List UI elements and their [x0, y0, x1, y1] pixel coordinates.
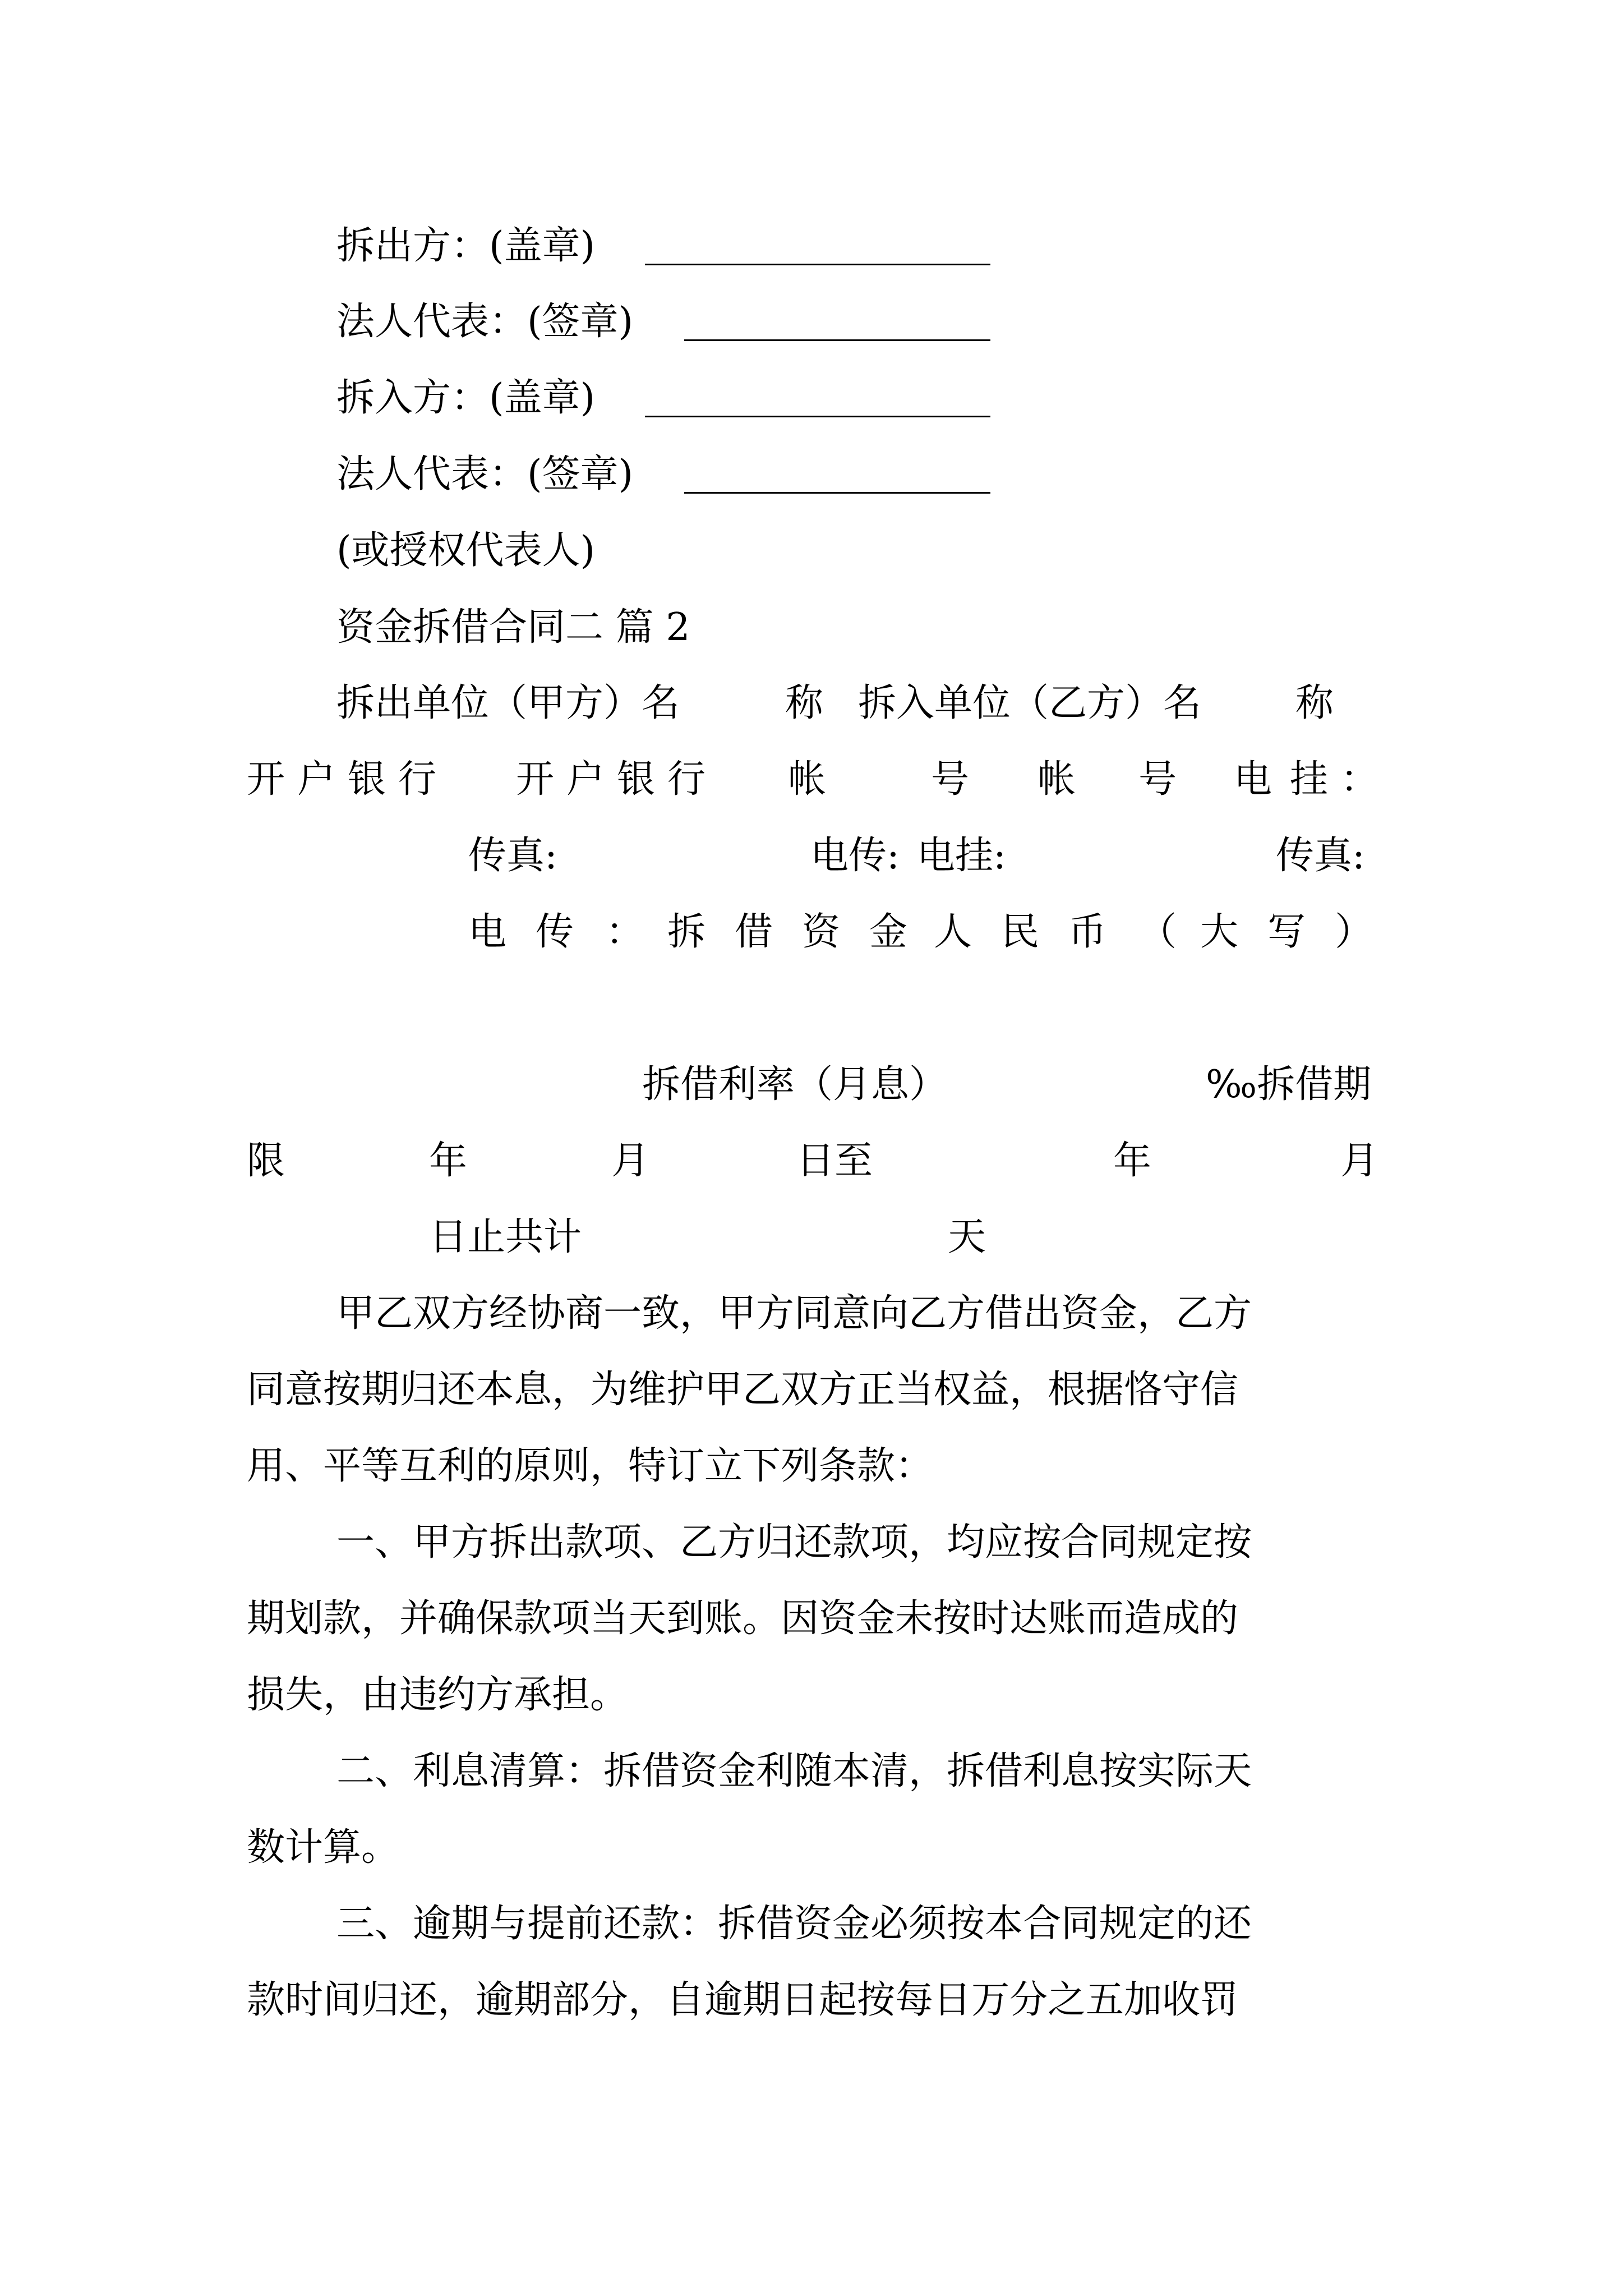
form-label: 日止共计: [429, 1215, 582, 1259]
form-char: 号: [931, 757, 970, 802]
paragraph-line: 数计算。: [247, 1825, 400, 1870]
form-char: 开: [247, 757, 285, 802]
form-char: 银: [348, 757, 386, 802]
signature-line-lender-rep: 法人代表：(签章): [336, 300, 634, 344]
signature-blank: [645, 416, 990, 417]
paragraph-line: 三、逾期与提前还款：拆借资金必须按本合同规定的还: [336, 1902, 1252, 1946]
authorized-note: (或授权代表人): [336, 528, 596, 573]
form-char: 年: [429, 1139, 468, 1183]
form-char: 年: [1113, 1139, 1152, 1183]
form-char: ：: [606, 910, 644, 954]
form-char: 金: [869, 910, 908, 954]
form-label: 拆借利率（月息）: [642, 1062, 948, 1107]
form-label: 拆出单位（甲方）名: [336, 681, 680, 725]
form-char: 月: [611, 1139, 650, 1183]
paragraph-line: 期划款，并确保款项当天到账。因资金未按时达账而造成的: [247, 1596, 1239, 1641]
form-char: 挂: [1290, 757, 1329, 802]
paragraph-line: 用、平等互利的原则，特订立下列条款：: [247, 1444, 934, 1488]
form-char: 拆: [667, 910, 706, 954]
paragraph-line: 甲乙双方经协商一致，甲方同意向乙方借出资金，乙方: [336, 1291, 1252, 1336]
signature-blank: [645, 264, 990, 265]
form-char: 电: [468, 910, 507, 954]
signature-blank: [684, 339, 990, 341]
form-char: 电: [1234, 757, 1272, 802]
form-char: 大: [1200, 910, 1239, 954]
form-char: 月: [1340, 1139, 1379, 1183]
signature-line-lender: 拆出方：(盖章): [336, 224, 596, 268]
form-char: 日至: [796, 1139, 873, 1183]
form-char: 开: [516, 757, 555, 802]
paragraph-line: 二、利息清算：拆借资金利随本清，拆借利息按实际天: [336, 1749, 1252, 1793]
form-char: 人: [934, 910, 972, 954]
form-char: ：: [1340, 757, 1379, 802]
form-char: 帐: [788, 757, 827, 802]
signature-blank: [684, 492, 990, 494]
section-title: 资金拆借合同二 篇 2: [336, 605, 690, 650]
form-char: 借: [735, 910, 773, 954]
signature-line-borrower-rep: 法人代表：(签章): [336, 452, 634, 496]
form-char: 传: [536, 910, 574, 954]
form-char: 限: [247, 1139, 285, 1183]
form-label: 天: [948, 1215, 986, 1259]
form-label: ‰拆借期: [1206, 1062, 1372, 1107]
paragraph-line: 款时间归还，逾期部分，自逾期日起按每日万分之五加收罚: [247, 1978, 1239, 2022]
form-char: 民: [1001, 910, 1040, 954]
form-char: ）: [1335, 910, 1373, 954]
form-char: 行: [667, 757, 706, 802]
form-char: 户: [297, 757, 336, 802]
form-char: 写: [1267, 910, 1306, 954]
form-char: 户: [566, 757, 605, 802]
form-char: （: [1138, 910, 1177, 954]
form-label: 传真:: [1276, 834, 1365, 878]
form-char: 资: [802, 910, 841, 954]
form-label: 称: [785, 681, 824, 725]
paragraph-line: 损失，由违约方承担。: [247, 1673, 629, 1717]
form-char: 币: [1068, 910, 1107, 954]
paragraph-line: 同意按期归还本息，为维护甲乙双方正当权益，根据恪守信: [247, 1368, 1239, 1412]
form-label: 传真:: [468, 834, 557, 878]
signature-line-borrower: 拆入方：(盖章): [336, 376, 596, 420]
form-char: 银: [617, 757, 656, 802]
form-char: 行: [398, 757, 437, 802]
form-label: 电挂:: [917, 834, 1006, 878]
form-label: 称: [1295, 681, 1334, 725]
paragraph-line: 一、甲方拆出款项、乙方归还款项，均应按合同规定按: [336, 1520, 1252, 1565]
form-label: 电传:: [810, 834, 900, 878]
form-char: 帐: [1038, 757, 1076, 802]
form-label: 拆入单位（乙方）名: [858, 681, 1202, 725]
form-char: 号: [1138, 757, 1177, 802]
